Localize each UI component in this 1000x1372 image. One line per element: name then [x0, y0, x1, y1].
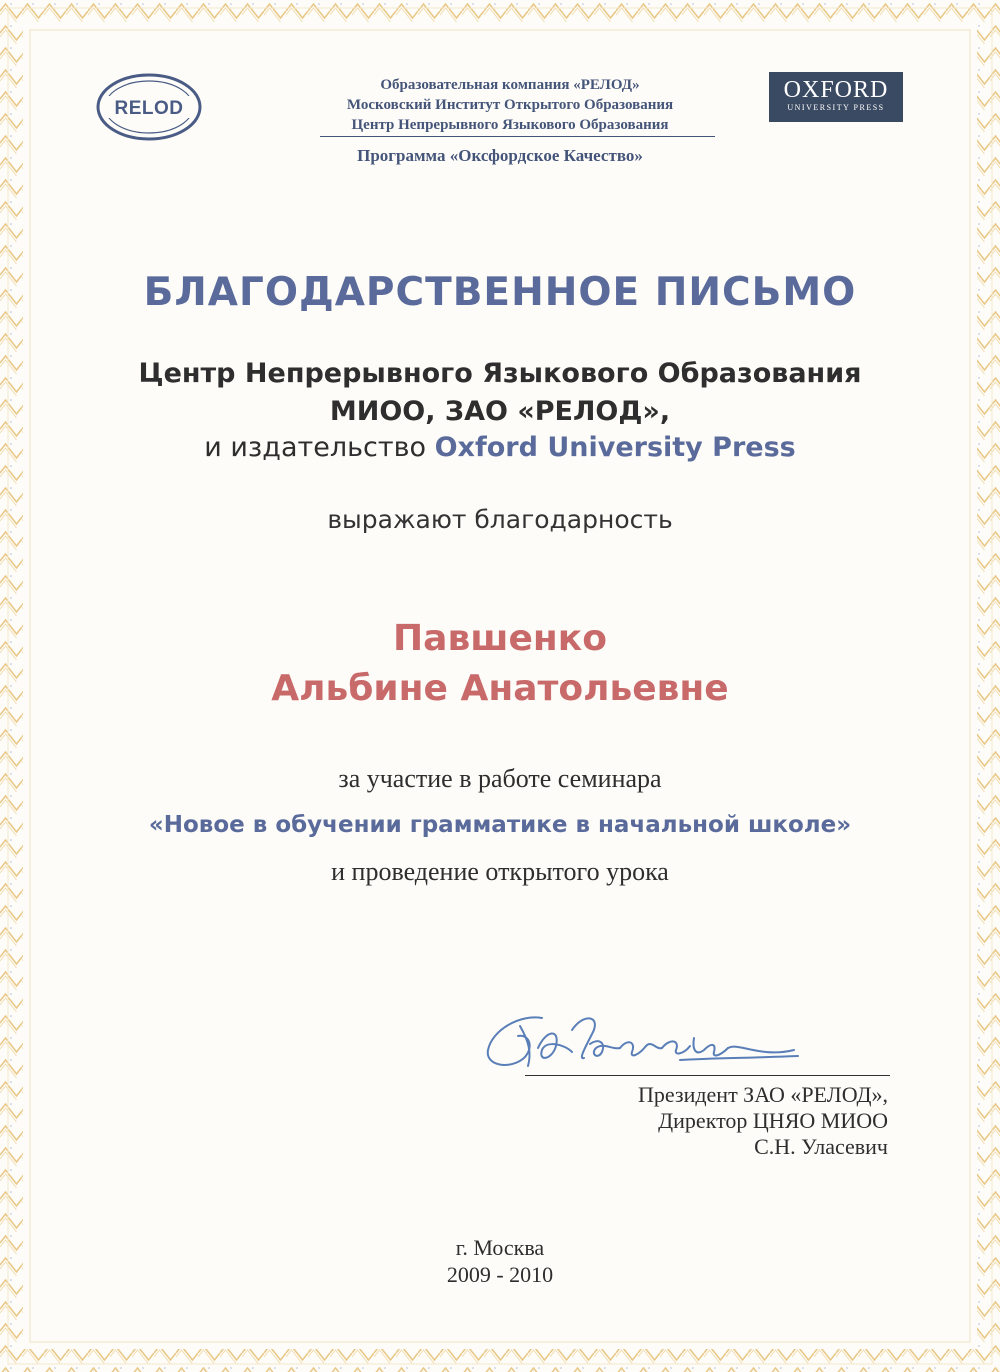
issuer-prefix: и издательство	[204, 432, 427, 463]
svg-text:RELOD: RELOD	[114, 98, 184, 119]
oxford-logo-top: OXFORD	[783, 77, 889, 103]
reason-line-3: и проведение открытого урока	[331, 857, 669, 886]
issuer-line-3	[0, 432, 1000, 463]
oxford-logo-bottom: UNIVERSITY PRESS	[787, 103, 885, 112]
thanks-text: выражают благодарность	[327, 505, 673, 534]
issuer-line-2: МИОО, ЗАО «РЕЛОД»,	[329, 396, 671, 427]
publisher-name: Oxford University Press	[434, 432, 796, 463]
signer-name: С.Н. Уласевич	[754, 1134, 888, 1159]
handwritten-signature	[480, 1000, 800, 1080]
seminar-title: «Новое в обучении грамматике в начальной школе»	[148, 812, 852, 838]
recipient-surname: Павшенко	[393, 618, 607, 659]
org-line: Образовательная компания «РЕЛОД»	[380, 77, 640, 93]
organization-block	[300, 75, 720, 135]
org-line: Центр Непрерывного Языкового Образования	[351, 117, 669, 133]
city: г. Москва	[455, 1235, 545, 1260]
reason-line-1: за участие в работе семинара	[338, 764, 662, 793]
relod-logo	[95, 72, 203, 142]
signer-title-1: Президент ЗАО «РЕЛОД»,	[637, 1082, 888, 1107]
org-line: Московский Институт Открытого Образования	[346, 97, 674, 113]
recipient-given-names: Альбине Анатольевне	[271, 668, 729, 709]
signature-line	[525, 1075, 890, 1076]
oxford-university-press-logo	[769, 72, 903, 122]
letter-title: БЛАГОДАРСТВЕННОЕ ПИСЬМО	[143, 270, 857, 315]
signer-block	[638, 1082, 888, 1160]
header-divider	[320, 136, 715, 137]
program-name: Программа «Оксфордское Качество»	[357, 146, 643, 165]
signer-title-2: Директор ЦНЯО МИОО	[658, 1108, 888, 1133]
issuer-line-1: Центр Непрерывного Языкового Образования	[138, 358, 862, 389]
academic-years: 2009 - 2010	[446, 1262, 554, 1287]
